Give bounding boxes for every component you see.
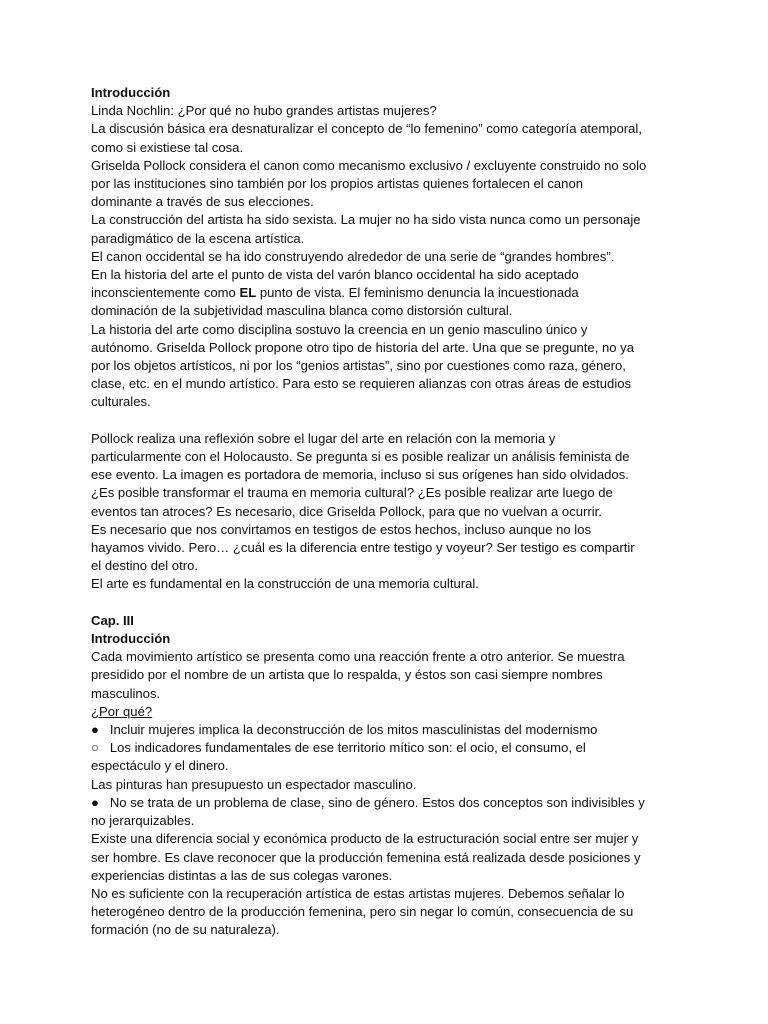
text-line: ser hombre. Es clave reconocer que la producción femenina está realizada desde posiciones y bbox=[91, 849, 641, 865]
text-line: por las instituciones sino también por los propios artistas quienes fortalecen el canon bbox=[91, 176, 584, 192]
text-line: presidido por el nombre de un artista que lo respalda, y éstos son casi siempre nombres bbox=[91, 667, 603, 683]
emphasis-el: EL bbox=[239, 285, 257, 301]
text-line: dominación de la subjetividad masculina blanca como distorsión cultural. bbox=[91, 303, 513, 319]
text-line: Pollock realiza una reflexión sobre el lugar del arte en relación con la memoria y bbox=[91, 430, 556, 446]
text-line: espectáculo y el dinero. bbox=[91, 758, 229, 774]
text-line: Las pinturas han presupuesto un espectador masculino. bbox=[91, 776, 417, 792]
text-line: por los objetos artísticos, ni por los “genios artistas”, sino por cuestiones como raza, género, bbox=[91, 358, 626, 374]
text-line: culturales. bbox=[91, 394, 151, 410]
text-line: dominante a través de sus elecciones. bbox=[91, 194, 314, 210]
text-line: eventos tan atroces? Es necesario, dice Griselda Pollock, para que no vuelvan a ocurrir. bbox=[91, 503, 602, 519]
paragraph-spacer bbox=[91, 412, 728, 430]
text-line: Linda Nochlin: ¿Por qué no hubo grandes artistas mujeres? bbox=[91, 103, 437, 119]
text-line-with-emphasis bbox=[91, 284, 728, 302]
text-line: Griselda Pollock considera el canon como mecanismo exclusivo / excluyente construido no solo bbox=[91, 157, 647, 173]
bullet-item: ● No se trata de un problema de clase, sino de género. Estos dos conceptos son indivisibles y bbox=[91, 794, 645, 810]
text-fragment: inconscientemente como bbox=[91, 285, 240, 301]
text-line: La construcción del artista ha sido sexista. La mujer no ha sido vista nunca como un personaje bbox=[91, 212, 641, 228]
bullet-item: ● Incluir mujeres implica la deconstrucción de los mitos masculinistas del modernismo bbox=[91, 722, 598, 738]
chapter-heading: Cap. III bbox=[91, 612, 134, 628]
text-line: experiencias distintas a las de sus colegas varones. bbox=[91, 867, 393, 883]
text-line: No es suficiente con la recuperación artística de estas artistas mujeres. Debemos señalar lo bbox=[91, 885, 625, 901]
question-heading: ¿Por qué? bbox=[91, 703, 153, 719]
section-heading: Introducción bbox=[91, 631, 171, 647]
text-line: La discusión básica era desnaturalizar el concepto de “lo femenino” como categoría atemporal, bbox=[91, 121, 642, 137]
text-line: autónomo. Griselda Pollock propone otro tipo de historia del arte. Una que se pregunte, no ya bbox=[91, 339, 635, 355]
text-line: Es necesario que nos convirtamos en testigos de estos hechos, incluso aunque no los bbox=[91, 521, 592, 537]
text-line: ¿Es posible transformar el trauma en memoria cultural? ¿Es posible realizar arte luego de bbox=[91, 485, 613, 501]
text-line: clase, etc. en el mundo artístico. Para esto se requieren alianzas con otras áreas de estudios bbox=[91, 376, 632, 392]
text-line: ese evento. La imagen es portadora de memoria, incluso si sus orígenes han sido olvidados. bbox=[91, 467, 629, 483]
sub-bullet-item: ○ Los indicadores fundamentales de ese territorio mítico son: el ocio, el consumo, el bbox=[91, 740, 586, 756]
text-line: El arte es fundamental en la construcción de una memoria cultural. bbox=[91, 576, 479, 592]
text-line: La historia del arte como disciplina sostuvo la creencia en un genio masculino único y bbox=[91, 321, 588, 337]
text-fragment: punto de vista. El feminismo denuncia la incuestionada bbox=[256, 285, 579, 301]
text-line: Existe una diferencia social y económica producto de la estructuración social entre ser mujer y bbox=[91, 831, 639, 847]
text-line: paradigmático de la escena artística. bbox=[91, 230, 305, 246]
text-line: Cada movimiento artístico se presenta como una reacción frente a otro anterior. Se muestra bbox=[91, 649, 625, 665]
text-line: formación (no de su naturaleza). bbox=[91, 922, 280, 938]
section-heading: Introducción bbox=[91, 85, 171, 100]
text-line: En la historia del arte el punto de vista del varón blanco occidental ha sido aceptado bbox=[91, 267, 579, 283]
text-line: como si existiese tal cosa. bbox=[91, 139, 244, 155]
text-line: masculinos. bbox=[91, 685, 161, 701]
text-line: no jerarquizables. bbox=[91, 813, 195, 829]
text-line: El canon occidental se ha ido construyendo alrededor de una serie de “grandes hombres”. bbox=[91, 248, 615, 264]
text-line: el destino del otro. bbox=[91, 558, 199, 574]
text-line: hayamos vivido. Pero… ¿cuál es la diferencia entre testigo y voyeur? Ser testigo es compartir bbox=[91, 540, 635, 556]
text-line: particularmente con el Holocausto. Se pregunta si es posible realizar un análisis feminista de bbox=[91, 449, 630, 465]
text-line: heterogéneo dentro de la producción femenina, pero sin negar lo común, consecuencia de su bbox=[91, 904, 634, 920]
paragraph-spacer bbox=[91, 594, 728, 612]
